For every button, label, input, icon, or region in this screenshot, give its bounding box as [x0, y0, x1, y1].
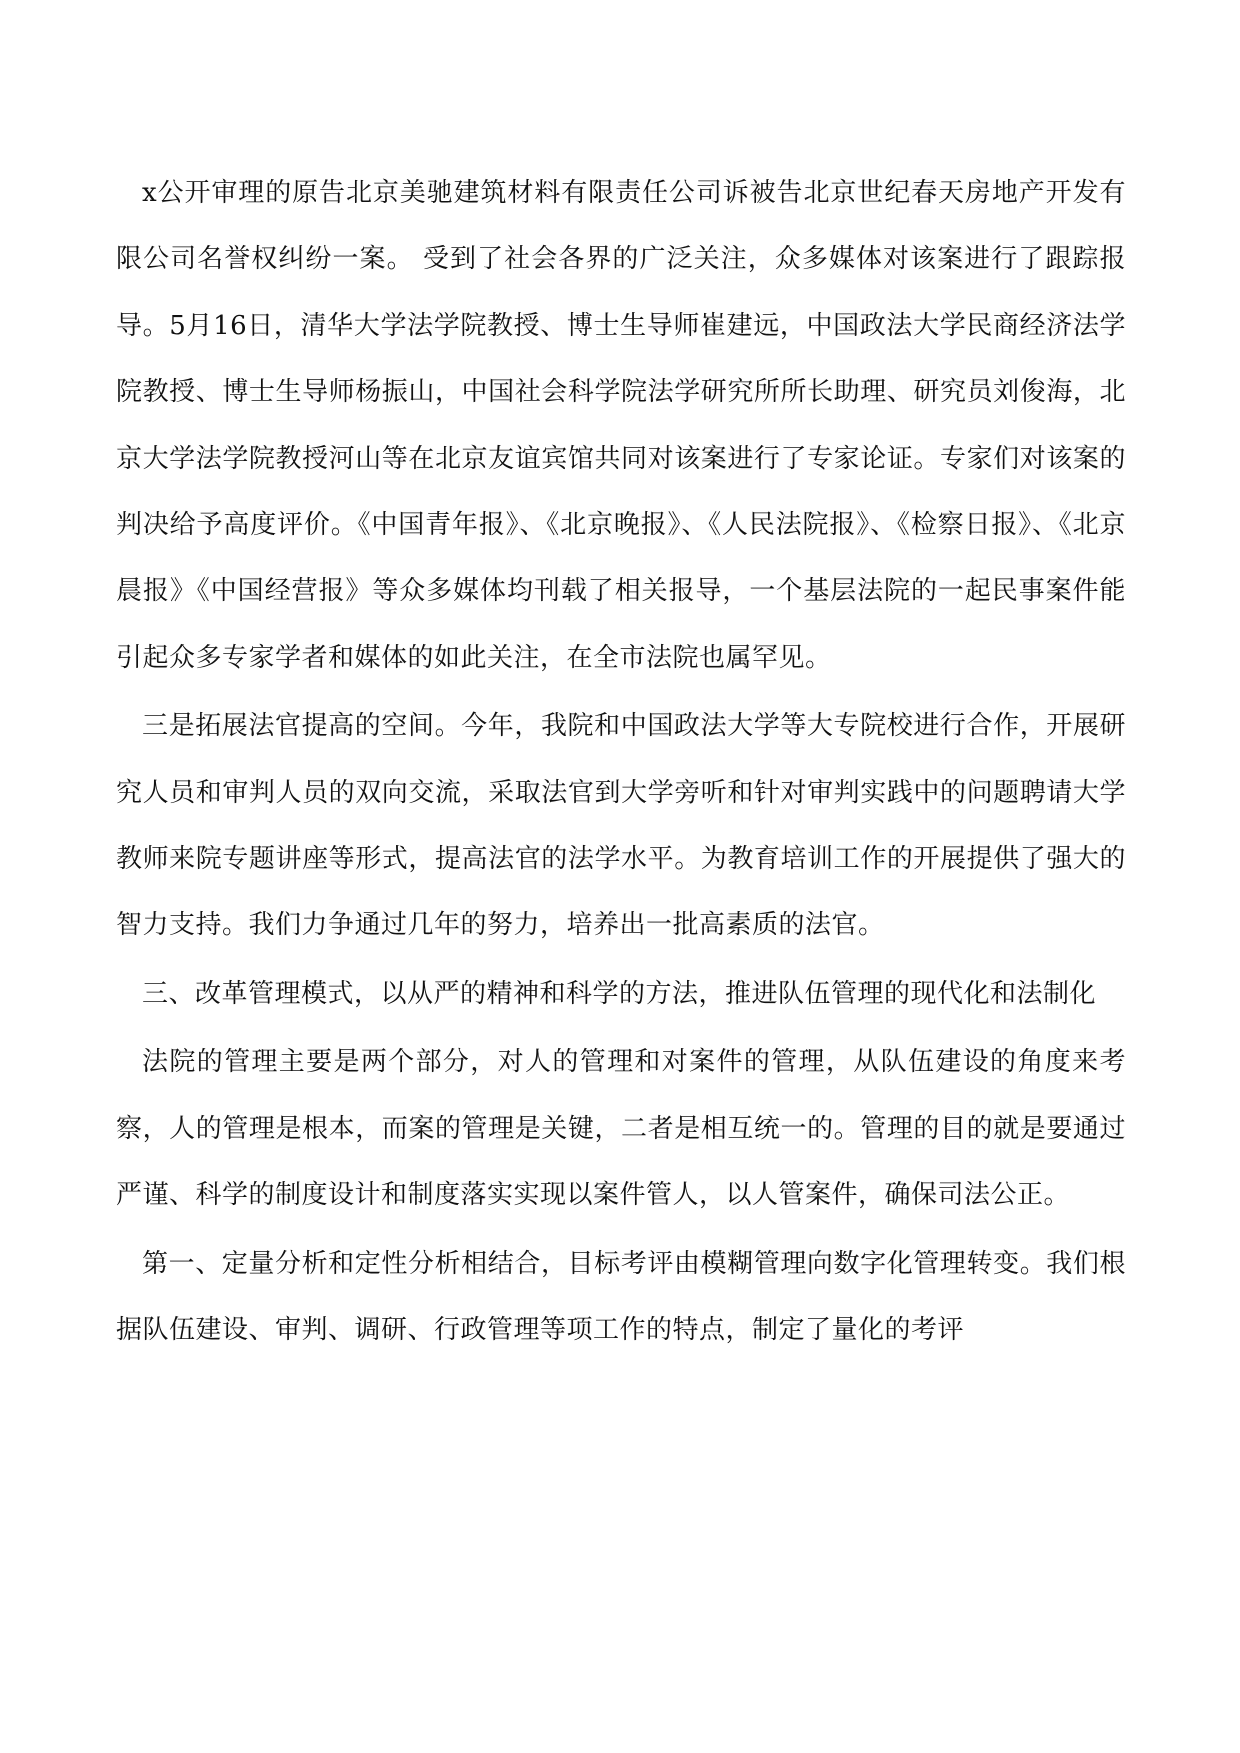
section-heading-management-reform: 三、改革管理模式，以从严的精神和科学的方法，推进队伍管理的现代化和法制化	[142, 978, 1097, 1009]
paragraph-judge-development: 三是拓展法官提高的空间。今年，我院和中国政法大学等大专院校进行合作，开展研究人员和审判人员的双向交流，采取法官到大学旁听和针对审判实践中的问题聘请大学教师来院专题讲座等形式，提高法官的法学水平。为教育培训工作的开展提供了强大的智力支持。我们力争通过几年的努力，培养出一批高素质的法官。	[116, 711, 1126, 941]
paragraph-quantitative-analysis: 第一、定量分析和定性分析相结合，目标考评由模糊管理向数字化管理转变。我们根据队伍建设、审判、调研、行政管理等项工作的特点，制定了量化的考评	[116, 1248, 1126, 1345]
document-body	[116, 160, 1126, 1365]
paragraph-court-management: 法院的管理主要是两个部分，对人的管理和对案件的管理，从队伍建设的角度来考察，人的管理是根本，而案的管理是关键，二者是相互统一的。管理的目的就是要通过严谨、科学的制度设计和制度落实实现以案件管人，以人管案件，确保司法公正。	[116, 1047, 1126, 1211]
paragraph-case-report: x公开审理的原告北京美驰建筑材料有限责任公司诉被告北京世纪春天房地产开发有限公司名誉权纠纷一案。 受到了社会各界的广泛关注，众多媒体对该案进行了跟踪报导。5月16日，清华大学法学院教授、博士生导师崔建远，中国政法大学民商经济法学院教授、博士生导师杨振山，中国社会科学院法学研究所所长助理、研究员刘俊海，北京大学法学院教授河山等在北京友谊宾馆共同对该案进行了专家论证。专家们对该案的判决给予高度评价。《中国青年报》、《北京晚报》、《人民法院报》、《检察日报》、《北京晨报》《中国经营报》等众多媒体均刊载了相关报导，一个基层法院的一起民事案件能引起众多专家学者和媒体的如此关注，在全市法院也属罕见。	[116, 178, 1126, 673]
